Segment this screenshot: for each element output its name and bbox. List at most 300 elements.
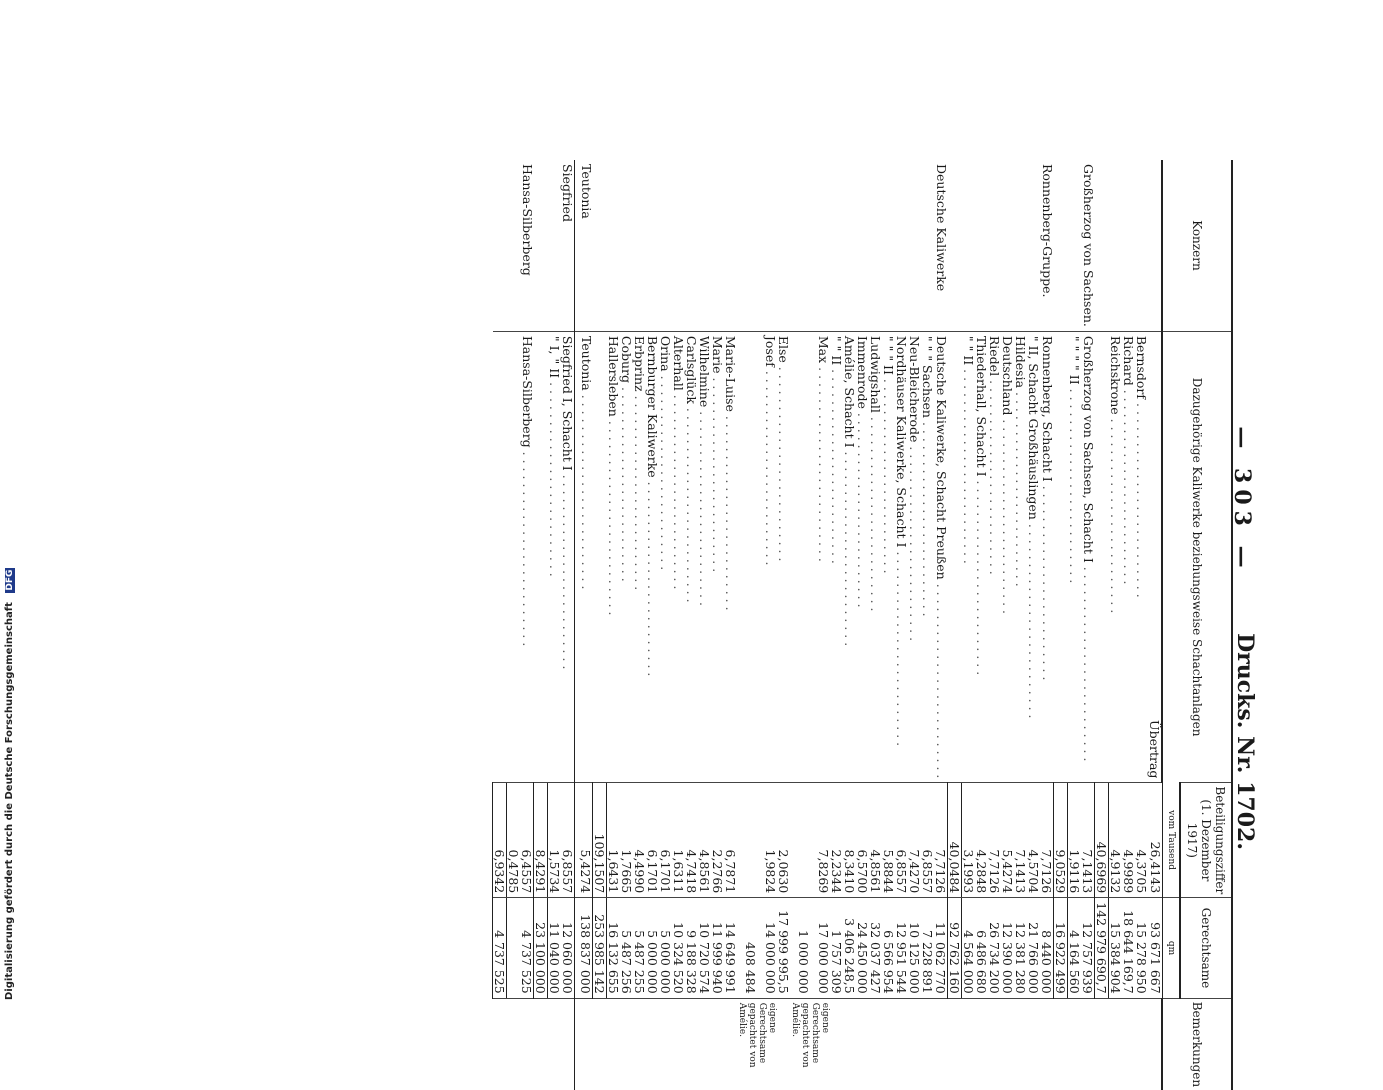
konzern-cell <box>935 160 949 331</box>
werk-cell-text: " " " " II <box>1067 335 1083 385</box>
konzern-cell <box>922 160 935 331</box>
werk-cell <box>758 331 778 783</box>
gerechtsame-cell-text: 16 132 655 <box>606 922 622 994</box>
beteiligung-cell-text: 1,6311 <box>671 849 687 894</box>
bemerkung-cell <box>521 998 535 1090</box>
gerechtsame-cell-text: 21 766 000 <box>1026 922 1042 994</box>
header-werk: Dazugehörige Kaliwerke beziehungsweise Schachtanlagen <box>1163 331 1233 783</box>
bemerkung-cell <box>831 998 844 1090</box>
bemerkung-cell <box>1109 998 1123 1090</box>
beteiligung-cell-text: 7,4270 <box>907 849 923 894</box>
beteiligung-cell <box>1123 783 1136 898</box>
konzern-cell <box>580 160 594 331</box>
bemerkung-cell <box>534 998 548 1090</box>
beteiligung-cell <box>673 783 686 898</box>
beteiligung-cell <box>634 783 647 898</box>
beteiligung-cell-text: 5,4274 <box>1000 849 1016 894</box>
table-row <box>725 160 738 1090</box>
konzern-cell <box>962 160 976 331</box>
konzern-cell <box>896 160 909 331</box>
konzern-cell <box>673 160 686 331</box>
beteiligung-cell-text: 4,7418 <box>684 849 700 894</box>
bemerkung-cell <box>844 998 857 1090</box>
konzern-cell <box>1054 160 1068 331</box>
konzern-cell <box>844 160 857 331</box>
gerechtsame-cell <box>1041 898 1055 998</box>
konzern-cell <box>1041 160 1055 331</box>
gerechtsame-cell-text: 5 487 256 <box>619 930 635 994</box>
beteiligung-cell-text: 1,5734 <box>547 849 563 894</box>
werk-cell <box>1068 331 1082 783</box>
gerechtsame-cell-text: 5 000 000 <box>658 930 674 994</box>
konzern-cell <box>725 160 738 331</box>
gerechtsame-cell-text: 10 720 574 <box>697 922 713 994</box>
gerechtsame-cell <box>1136 898 1149 998</box>
beteiligung-cell-text: 6,8557 <box>894 849 910 894</box>
beteiligung-cell-text: 4,5704 <box>1026 849 1042 894</box>
bemerkung-cell <box>1002 998 1015 1090</box>
werk-cell-text: Immenrode <box>855 335 871 409</box>
konzern-cell <box>1002 160 1015 331</box>
gerechtsame-cell <box>976 898 989 998</box>
werk-cell <box>562 331 576 783</box>
beteiligung-cell <box>758 783 778 898</box>
gerechtsame-cell-text: 11 040 000 <box>547 922 563 994</box>
beteiligung-cell-text: 7,1413 <box>1013 849 1029 894</box>
beteiligung-cell <box>593 783 607 898</box>
bemerkung-cell <box>1095 998 1109 1090</box>
werk-cell <box>607 331 621 783</box>
gerechtsame-cell <box>725 898 738 998</box>
beteiligung-cell-text: 5,8844 <box>881 849 897 894</box>
konzern-cell <box>857 160 870 331</box>
konzern-cell-text: Hansa-Silberberg <box>520 164 535 276</box>
table-row <box>673 160 686 1090</box>
bemerkung-cell <box>883 998 896 1090</box>
gerechtsame-cell-text: 138 837 000 <box>578 914 594 994</box>
konzern-cell-text: Ronnenberg-Gruppe. <box>1040 164 1055 298</box>
table-row <box>811 160 831 1090</box>
beteiligung-cell-text: 4,2848 <box>974 849 990 894</box>
werk-cell <box>1028 331 1041 783</box>
konzern-cell-text: Deutsche Kaliwerke <box>934 164 949 292</box>
table-row <box>1068 160 1082 1090</box>
dfg-footer-text: Digitalisierung gefördert durch die Deutsche Forschungsgemeinschaft <box>4 602 15 1000</box>
bemerkung-cell <box>660 998 673 1090</box>
gerechtsame-cell-text: 4 737 525 <box>492 930 508 994</box>
beteiligung-cell <box>1082 783 1096 898</box>
werk-cell-text: Hansa-Silberberg <box>520 335 535 448</box>
werk-cell-text: " II, Schacht Großhäuslingen <box>1026 335 1042 520</box>
werk-cell-text: Bernburger Kaliwerke <box>645 335 661 478</box>
gerechtsame-cell <box>948 898 962 998</box>
werk-cell-text: Josef <box>763 335 779 367</box>
beteiligung-cell <box>1015 783 1028 898</box>
gerechtsame-cell <box>909 898 922 998</box>
gerechtsame-cell-text: 15 278 950 <box>1134 922 1150 994</box>
gerechtsame-cell <box>712 898 725 998</box>
bemerkung-cell <box>976 998 989 1090</box>
werk-cell-text: Max <box>816 335 832 364</box>
bemerkung-cell <box>989 998 1002 1090</box>
bemerkung-cell <box>1015 998 1028 1090</box>
bemerkung-cell <box>686 998 699 1090</box>
bemerkung-cell <box>962 998 976 1090</box>
gerechtsame-cell <box>811 898 831 998</box>
bemerkung-cell <box>493 998 507 1090</box>
gerechtsame-cell-text: 142 979 690,7 <box>1094 902 1110 994</box>
unit-beteiligung: vom Tausend <box>1163 783 1181 898</box>
gerechtsame-cell <box>1015 898 1028 998</box>
gerechtsame-cell <box>935 898 949 998</box>
werk-cell <box>507 331 521 783</box>
werk-cell-text: Teutonia <box>579 335 594 391</box>
gerechtsame-cell <box>534 898 548 998</box>
werk-cell-text: Neu-Bleicherode <box>907 335 923 443</box>
konzern-cell <box>909 160 922 331</box>
gerechtsame-cell-text: 16 922 499 <box>1053 922 1069 994</box>
header-beteiligung: Beteiligungsziffer (1. Dezember 1917) <box>1180 783 1232 898</box>
gerechtsame-cell-text: 92 762 160 <box>947 922 963 994</box>
bemerkung-cell <box>621 998 634 1090</box>
gerechtsame-cell-text: 408 484 <box>743 942 759 994</box>
werk-cell <box>521 331 535 783</box>
beteiligung-cell <box>507 783 521 898</box>
gerechtsame-cell <box>621 898 634 998</box>
konzern-cell <box>1095 160 1109 331</box>
bemerkung-cell-text: gepachtet von Amélie. <box>790 1002 811 1068</box>
gerechtsame-cell <box>857 898 870 998</box>
gerechtsame-cell-text: 4 737 525 <box>519 930 535 994</box>
konzern-cell <box>699 160 712 331</box>
konzern-cell <box>976 160 989 331</box>
beteiligung-cell <box>896 783 909 898</box>
gerechtsame-cell <box>962 898 976 998</box>
beteiligung-cell <box>1028 783 1041 898</box>
konzern-cell <box>1028 160 1041 331</box>
gerechtsame-cell-text: 10 324 520 <box>671 922 687 994</box>
beteiligung-cell-text: 6,8557 <box>560 849 576 894</box>
bemerkung-cell <box>607 998 621 1090</box>
gerechtsame-cell <box>1002 898 1015 998</box>
werk-cell <box>811 331 831 783</box>
beteiligung-cell <box>1068 783 1082 898</box>
beteiligung-cell <box>791 783 811 898</box>
beteiligung-cell-text: 4,8561 <box>697 849 713 894</box>
gerechtsame-cell-text: 11 062 770 <box>933 922 949 994</box>
gerechtsame-cell <box>1123 898 1136 998</box>
konzern-cell <box>534 160 548 331</box>
table-row <box>1082 160 1096 1090</box>
konzern-cell <box>634 160 647 331</box>
beteiligung-cell-text: 2,2344 <box>829 849 845 894</box>
werk-cell <box>1041 331 1055 783</box>
beteiligung-cell-text: 8,4291 <box>533 849 549 894</box>
konzern-cell <box>1015 160 1028 331</box>
beteiligung-cell <box>548 783 562 898</box>
bemerkung-cell <box>1028 998 1041 1090</box>
werk-cell-text: Marie <box>710 335 726 374</box>
bemerkung-cell <box>562 998 576 1090</box>
beteiligung-cell <box>962 783 976 898</box>
konzern-cell-text: Großherzog von Sachsen. <box>1081 164 1096 327</box>
beteiligung-cell <box>811 783 831 898</box>
werk-cell-text: Orina <box>658 335 674 372</box>
table-row <box>562 160 576 1090</box>
beteiligung-cell-text: 6,7871 <box>723 849 739 894</box>
beteiligung-cell <box>660 783 673 898</box>
table-row <box>896 160 909 1090</box>
werk-cell-text: Deutschland <box>1000 335 1016 416</box>
bemerkung-cell <box>811 998 831 1090</box>
table-row <box>758 160 778 1090</box>
gerechtsame-cell <box>922 898 935 998</box>
beteiligung-cell <box>870 783 883 898</box>
table-row <box>580 160 594 1090</box>
gerechtsame-cell-text: 1 000 000 <box>796 930 812 994</box>
konzern-cell <box>948 160 962 331</box>
table-row <box>791 160 811 1090</box>
bemerkung-cell <box>1068 998 1082 1090</box>
bemerkung-cell <box>909 998 922 1090</box>
beteiligung-cell-text: 6,1701 <box>645 849 661 894</box>
bemerkung-cell <box>1041 998 1055 1090</box>
werk-cell <box>989 331 1002 783</box>
gerechtsame-cell <box>758 898 778 998</box>
gerechtsame-cell <box>634 898 647 998</box>
gerechtsame-cell <box>1095 898 1109 998</box>
beteiligung-cell-text: 9,0529 <box>1053 849 1069 894</box>
bemerkung-cell-text: eigene Gerechtsame <box>810 1002 831 1064</box>
gerechtsame-cell-text: 17 999 995,5 <box>776 910 792 994</box>
table-row <box>548 160 562 1090</box>
table-row <box>534 160 548 1090</box>
gerechtsame-cell-text: 11 999 940 <box>710 922 726 994</box>
beteiligung-cell-text: 5,4274 <box>578 849 594 894</box>
werk-cell-text: " " II <box>829 335 845 366</box>
beteiligung-cell <box>831 783 844 898</box>
konzern-cell-text: Siegfried <box>560 164 576 222</box>
table-row <box>593 160 607 1090</box>
gerechtsame-cell <box>1082 898 1096 998</box>
beteiligung-cell-text: 6,8557 <box>920 849 936 894</box>
bemerkung-cell <box>634 998 647 1090</box>
beteiligung-cell <box>1109 783 1123 898</box>
bemerkung-cell <box>935 998 949 1090</box>
gerechtsame-cell <box>673 898 686 998</box>
gerechtsame-cell <box>493 898 507 998</box>
beteiligung-cell <box>562 783 576 898</box>
konzern-cell <box>1082 160 1096 331</box>
werk-cell-text: Amélie, Schacht I <box>842 335 858 448</box>
gerechtsame-cell-text: 12 381 280 <box>1013 922 1029 994</box>
werk-cell-text: Hallersleben <box>606 335 622 417</box>
werk-cell <box>948 331 962 783</box>
werk-cell <box>935 331 949 783</box>
beteiligung-cell-text: 7,1413 <box>1080 849 1096 894</box>
beteiligung-cell <box>647 783 660 898</box>
bemerkung-cell <box>1123 998 1136 1090</box>
table-row <box>607 160 621 1090</box>
bemerkung-cell-text: gepachtet von Amélie. <box>737 1002 758 1068</box>
table-row <box>976 160 989 1090</box>
beteiligung-cell-text: 6,5700 <box>855 849 871 894</box>
gerechtsame-cell-text: 3 406 248,5 <box>842 918 858 994</box>
beteiligung-cell-text: 2,0630 <box>776 849 792 894</box>
werk-cell-text: Riedel <box>987 335 1003 377</box>
beteiligung-cell-text: 4,4990 <box>632 849 648 894</box>
bemerkung-cell <box>673 998 686 1090</box>
table-row <box>660 160 673 1090</box>
bemerkung-cell <box>1136 998 1149 1090</box>
werk-cell-text: " " " Sachsen <box>920 335 936 418</box>
gerechtsame-cell-text: 12 757 939 <box>1080 922 1096 994</box>
beteiligung-cell-text: 4,8561 <box>868 849 884 894</box>
gerechtsame-cell-text: 18 644 169,7 <box>1121 910 1137 994</box>
unit-gerechtsame: qm <box>1163 898 1181 998</box>
table-row <box>922 160 935 1090</box>
gerechtsame-cell <box>778 898 791 998</box>
konzern-cell <box>507 160 521 331</box>
konzern-cell <box>660 160 673 331</box>
beteiligung-cell-text: 1,9824 <box>763 849 779 894</box>
table-row <box>621 160 634 1090</box>
werk-cell <box>712 331 725 783</box>
bemerkung-cell <box>870 998 883 1090</box>
gerechtsame-cell-text: 12 951 544 <box>894 922 910 994</box>
gerechtsame-cell-text: 4 564 000 <box>961 930 977 994</box>
werk-cell <box>673 331 686 783</box>
bemerkung-cell <box>778 998 791 1090</box>
table-row <box>712 160 725 1090</box>
konzern-cell <box>811 160 831 331</box>
werk-cell-text: " I, " II <box>547 335 563 379</box>
beteiligung-cell-text: 4,9132 <box>1108 849 1124 894</box>
werk-cell <box>621 331 634 783</box>
konzern-cell <box>883 160 896 331</box>
table-row <box>1109 160 1123 1090</box>
beteiligung-cell <box>1149 783 1163 898</box>
bemerkung-cell <box>948 998 962 1090</box>
werk-cell <box>580 331 594 783</box>
gerechtsame-cell-text: 93 671 667 <box>1148 922 1163 994</box>
werk-cell <box>1123 331 1136 783</box>
gerechtsame-cell-text: 6 486 680 <box>974 930 990 994</box>
werk-cell <box>725 331 738 783</box>
bemerkung-cell <box>738 998 758 1090</box>
gerechtsame-cell <box>831 898 844 998</box>
beteiligung-cell <box>976 783 989 898</box>
werk-cell <box>699 331 712 783</box>
gerechtsame-cell <box>1028 898 1041 998</box>
gerechtsame-cell <box>593 898 607 998</box>
werk-cell <box>1136 331 1149 783</box>
table-row <box>778 160 791 1090</box>
bemerkung-cell <box>922 998 935 1090</box>
werk-cell-text: Deutsche Kaliwerke, Schacht Preußen <box>934 335 949 580</box>
bemerkung-cell <box>1054 998 1068 1090</box>
gerechtsame-cell-text: 24 450 000 <box>855 922 871 994</box>
bemerkung-cell <box>593 998 607 1090</box>
gerechtsame-cell-text: 4 164 560 <box>1067 930 1083 994</box>
gerechtsame-cell-text: 12 060 000 <box>560 922 576 994</box>
beteiligung-cell <box>883 783 896 898</box>
table-row <box>989 160 1002 1090</box>
werk-cell-text: Erbprinz <box>632 335 648 392</box>
gerechtsame-cell <box>507 898 521 998</box>
bemerkung-cell <box>699 998 712 1090</box>
gerechtsame-cell <box>607 898 621 998</box>
gerechtsame-cell-text: 5 487 255 <box>632 930 648 994</box>
gerechtsame-cell-text: 5 000 000 <box>645 930 661 994</box>
gerechtsame-cell <box>1054 898 1068 998</box>
table-row <box>738 160 758 1090</box>
werk-cell-text: Else <box>776 335 792 363</box>
bemerkung-cell <box>857 998 870 1090</box>
gerechtsame-cell <box>1068 898 1082 998</box>
konzern-cell <box>521 160 535 331</box>
konzern-cell <box>738 160 758 331</box>
gerechtsame-cell <box>870 898 883 998</box>
beteiligung-cell <box>857 783 870 898</box>
werk-cell-text: Reichskrone <box>1108 335 1124 415</box>
table-row <box>1054 160 1068 1090</box>
werk-cell-text: Carlsglück <box>684 335 700 404</box>
beteiligung-cell <box>935 783 949 898</box>
werk-cell <box>493 331 507 783</box>
table-row <box>493 160 507 1090</box>
konzern-cell <box>607 160 621 331</box>
werk-cell-text: Siegfried I, Schacht I <box>560 335 576 471</box>
konzern-cell <box>621 160 634 331</box>
beteiligung-cell <box>1054 783 1068 898</box>
werk-cell-text: Coburg <box>619 335 635 383</box>
konzern-cell <box>647 160 660 331</box>
beteiligung-cell-text: 40,6969 <box>1094 841 1110 894</box>
beteiligung-cell-text: 1,6431 <box>606 849 622 894</box>
konzern-cell <box>562 160 576 331</box>
gerechtsame-cell-text: 7 228 891 <box>920 930 936 994</box>
werk-cell <box>844 331 857 783</box>
werk-cell <box>1149 331 1163 783</box>
werk-cell <box>686 331 699 783</box>
beteiligung-cell <box>844 783 857 898</box>
table-row <box>909 160 922 1090</box>
document-number: Drucks. Nr. 1702. <box>1232 633 1258 850</box>
beteiligung-cell <box>607 783 621 898</box>
bemerkung-cell <box>580 998 594 1090</box>
table-row <box>935 160 949 1090</box>
table-row <box>507 160 521 1090</box>
dfg-logo: DFG <box>5 569 15 591</box>
gerechtsame-cell-text: 26 734 200 <box>987 922 1003 994</box>
kaliwerke-table <box>493 160 1234 1090</box>
beteiligung-cell-text: 0,4785 <box>506 849 522 894</box>
werk-cell <box>534 331 548 783</box>
table-row <box>699 160 712 1090</box>
table-row <box>1002 160 1015 1090</box>
gerechtsame-cell-text: 10 125 000 <box>907 922 923 994</box>
beteiligung-cell <box>521 783 535 898</box>
beteiligung-cell <box>1095 783 1109 898</box>
bemerkung-cell <box>1082 998 1096 1090</box>
bemerkung-cell <box>1149 998 1163 1090</box>
konzern-cell-text: Teutonia <box>579 164 594 219</box>
bemerkung-cell <box>791 998 811 1090</box>
gerechtsame-cell-text: 15 384 904 <box>1108 922 1124 994</box>
gerechtsame-cell <box>844 898 857 998</box>
bemerkung-cell <box>758 998 778 1090</box>
